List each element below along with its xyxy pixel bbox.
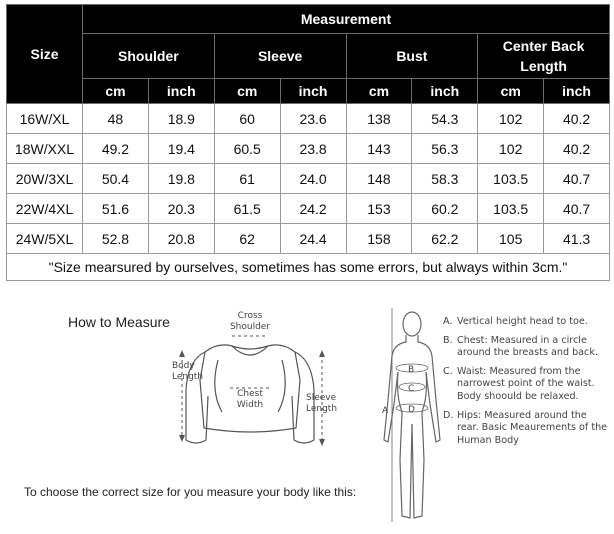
- unit-header: inch: [148, 79, 214, 104]
- chest-width-label: Width: [236, 400, 264, 410]
- value-cell: 62: [214, 224, 280, 254]
- value-cell: 54.3: [412, 104, 478, 134]
- value-cell: 138: [346, 104, 412, 134]
- value-cell: 102: [478, 104, 544, 134]
- value-cell: 23.6: [280, 104, 346, 134]
- value-cell: 19.8: [148, 164, 214, 194]
- unit-header: inch: [412, 79, 478, 104]
- value-cell: 61: [214, 164, 280, 194]
- value-cell: 105: [478, 224, 544, 254]
- category-header: Bust: [346, 34, 478, 79]
- unit-header: inch: [280, 79, 346, 104]
- value-cell: 40.2: [544, 134, 610, 164]
- value-cell: 102: [478, 134, 544, 164]
- note-letter: C.: [443, 365, 453, 377]
- value-cell: 20.8: [148, 224, 214, 254]
- how-to-measure-section: [0, 300, 614, 534]
- category-header: Shoulder: [83, 34, 215, 79]
- value-cell: 143: [346, 134, 412, 164]
- note-text: Hips: Measured around the rear. Basic Meaurements of the Human Body: [457, 409, 608, 446]
- table-row: [7, 134, 610, 164]
- sleeve-length-label: Length: [306, 404, 338, 414]
- value-cell: 103.5: [478, 194, 544, 224]
- note-item: [443, 366, 611, 404]
- note-letter: B.: [443, 334, 453, 346]
- value-cell: 24.0: [280, 164, 346, 194]
- value-cell: 40.7: [544, 194, 610, 224]
- body-letter: A: [382, 406, 389, 416]
- cross-shoulder-label: Cross: [237, 311, 263, 321]
- value-cell: 20.3: [148, 194, 214, 224]
- value-cell: 103.5: [478, 164, 544, 194]
- value-cell: 62.2: [412, 224, 478, 254]
- measurement-note: "Size mearsured by ourselves, sometimes has some errors, but always within 3cm.": [7, 254, 610, 281]
- body-length-label: Length: [172, 372, 204, 382]
- table-row: [7, 164, 610, 194]
- size-cell: 22W/4XL: [7, 194, 83, 224]
- choose-size-text: To choose the correct size for you measure your body like this:: [24, 485, 357, 499]
- value-cell: 49.2: [83, 134, 149, 164]
- unit-header: cm: [83, 79, 149, 104]
- size-header: Size: [7, 5, 83, 104]
- chest-width-label: Chest: [237, 389, 263, 399]
- unit-header: inch: [544, 79, 610, 104]
- body-letter: C: [408, 384, 415, 394]
- value-cell: 19.4: [148, 134, 214, 164]
- category-header: Sleeve: [214, 34, 346, 79]
- body-letter: B: [408, 365, 415, 375]
- sleeve-length-label: Sleeve: [306, 393, 337, 403]
- note-item: [443, 410, 611, 448]
- cross-shoulder-label: Shoulder: [229, 322, 271, 332]
- value-cell: 41.3: [544, 224, 610, 254]
- value-cell: 52.8: [83, 224, 149, 254]
- value-cell: 158: [346, 224, 412, 254]
- unit-header: cm: [346, 79, 412, 104]
- size-cell: 16W/XL: [7, 104, 83, 134]
- note-letter: D.: [443, 409, 454, 421]
- unit-header: cm: [214, 79, 280, 104]
- value-cell: 153: [346, 194, 412, 224]
- body-length-label: Body: [172, 361, 195, 371]
- value-cell: 58.3: [412, 164, 478, 194]
- size-cell: 18W/XXL: [7, 134, 83, 164]
- measurement-header: Measurement: [83, 5, 610, 34]
- value-cell: 51.6: [83, 194, 149, 224]
- value-cell: 18.9: [148, 104, 214, 134]
- value-cell: 60.5: [214, 134, 280, 164]
- value-cell: 148: [346, 164, 412, 194]
- value-cell: 48: [83, 104, 149, 134]
- how-to-measure-title: How to Measure: [68, 314, 170, 330]
- value-cell: 23.8: [280, 134, 346, 164]
- size-chart-table: [6, 4, 610, 281]
- note-item: [443, 335, 611, 360]
- value-cell: 50.4: [83, 164, 149, 194]
- table-row: [7, 224, 610, 254]
- value-cell: 61.5: [214, 194, 280, 224]
- value-cell: 60: [214, 104, 280, 134]
- note-text: Chest: Measured in a circle around the breasts and back.: [457, 334, 598, 359]
- value-cell: 40.2: [544, 104, 610, 134]
- body-measure-notes: [443, 316, 611, 453]
- table-row: [7, 104, 610, 134]
- value-cell: 56.3: [412, 134, 478, 164]
- note-text: Vertical height head to toe.: [457, 316, 588, 327]
- note-item: [443, 316, 611, 329]
- size-cell: 24W/5XL: [7, 224, 83, 254]
- value-cell: 24.2: [280, 194, 346, 224]
- category-header: Center Back Length: [478, 34, 610, 79]
- note-letter: A.: [443, 316, 453, 327]
- value-cell: 24.4: [280, 224, 346, 254]
- value-cell: 40.7: [544, 164, 610, 194]
- value-cell: 60.2: [412, 194, 478, 224]
- note-text: Waist: Measured from the narrowest point of the waist. Body shoould be relaxed.: [457, 365, 595, 402]
- size-cell: 20W/3XL: [7, 164, 83, 194]
- body-letter: D: [408, 405, 415, 415]
- table-row: [7, 194, 610, 224]
- unit-header: cm: [478, 79, 544, 104]
